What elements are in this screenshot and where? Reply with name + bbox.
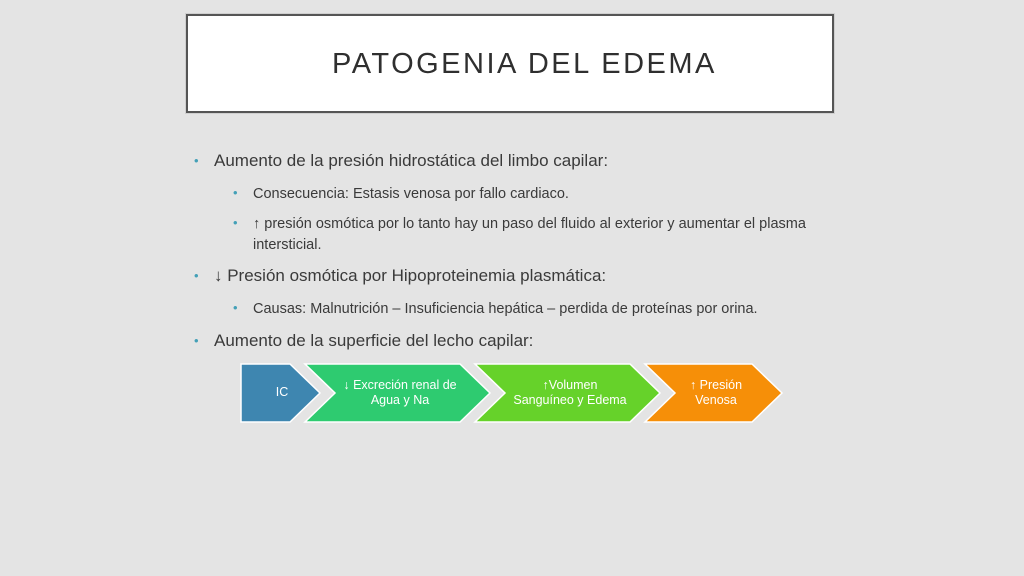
bullet-text: ↑ presión osmótica por lo tanto hay un paso del fluido al exterior y aumentar el plasma intersticial. (253, 216, 806, 253)
bullet-dot-icon: • (233, 300, 238, 315)
process-label-line: ↑Volumen (542, 378, 598, 392)
bullet-dot-icon: • (233, 185, 238, 200)
process-label-line: IC (275, 385, 289, 399)
process-label-excrecion (330, 378, 470, 408)
bullet-dot-icon: • (233, 215, 238, 230)
bullet-dot-icon: • (194, 268, 199, 283)
bullet-dot-icon: • (194, 333, 199, 348)
process-label-line: Agua y Na (370, 393, 430, 407)
process-label-line: ↓ Excreción renal de (343, 378, 457, 392)
process-label-line: Venosa (695, 393, 737, 407)
bullet-text: Consecuencia: Estasis venosa por fallo cardiaco. (253, 186, 569, 202)
bullet-text: Causas: Malnutrición – Insuficiencia hepática – perdida de proteínas por orina. (253, 301, 758, 317)
process-label-volumen (500, 378, 640, 408)
bullet-text: Aumento de la presión hidrostática del limbo capilar: (214, 151, 609, 170)
slide-title: PATOGENIA DEL EDEMA (332, 48, 717, 80)
bullet-text: ↓ Presión osmótica por Hipoproteinemia plasmática: (214, 266, 607, 285)
process-label-line: ↑ Presión (689, 378, 743, 392)
bullet-text: Aumento de la superficie del lecho capilar: (214, 331, 534, 350)
process-label-line: Sanguíneo y Edema (513, 393, 627, 407)
bullet-dot-icon: • (194, 153, 199, 168)
process-label-presion (670, 378, 762, 408)
process-label-ic (252, 385, 312, 400)
